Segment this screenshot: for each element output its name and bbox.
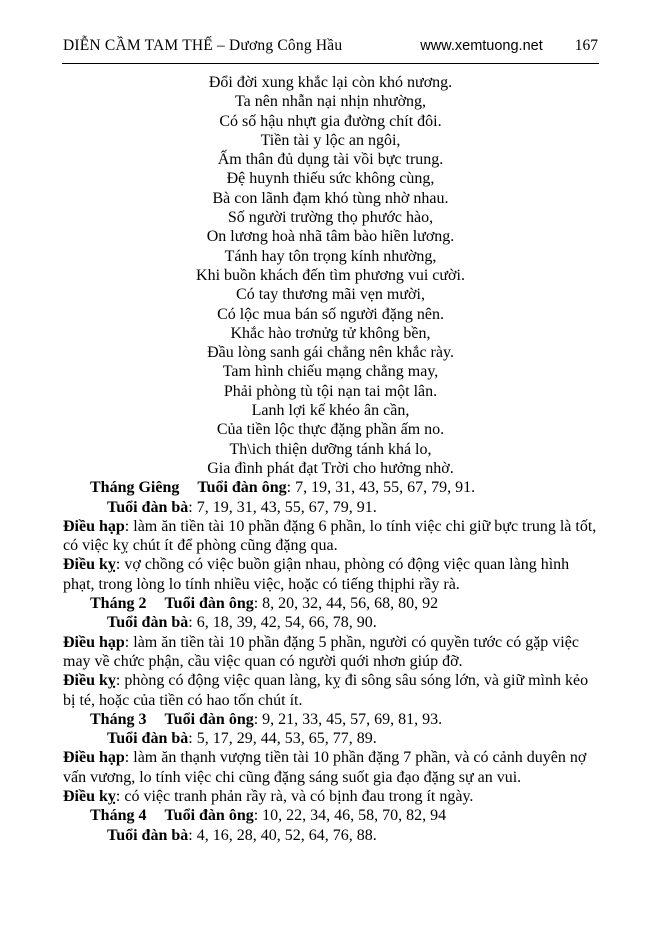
poem-line: Tánh hay tôn trọng kính nhường,	[224, 247, 437, 265]
dieu-ky-text: có việc tranh phản rầy rà, và có bịnh đau trong ít ngày.	[124, 787, 474, 805]
poem-line: On lương hoà nhã tâm bào hiền lương.	[206, 228, 455, 246]
men-ages-label: Tuổi đàn ông	[197, 479, 287, 497]
poem-line: Đệ huynh thiếu sức không cùng,	[226, 170, 435, 188]
men-ages: 7, 19, 31, 43, 55, 67, 79, 91.	[295, 479, 476, 497]
men-ages-label: Tuổi đàn ông	[164, 807, 254, 825]
poem-line: Ta nên nhẫn nại nhịn nhường,	[234, 93, 427, 111]
women-ages-label: Tuổi đàn bà	[107, 498, 189, 516]
dieu-hap-paragraph	[63, 633, 598, 672]
dieu-ky-paragraph	[63, 787, 598, 806]
women-ages-label: Tuổi đàn bà	[107, 730, 189, 748]
month-name: Tháng Giêng	[90, 479, 180, 497]
women-ages-label: Tuổi đàn bà	[107, 614, 189, 632]
dieu-hap-text: làm ăn tiền tài 10 phần đặng 6 phần, lo tính việc chi giữ bực trung là tốt, có việc kỵ chút ít để phòng cũng đặng qua.	[63, 517, 597, 555]
dieu-ky-paragraph	[63, 671, 598, 710]
dieu-hap-text: làm ăn thạnh vượng tiền tài 10 phần đặng 7 phần, và có cảnh duyên nợ vấn vương, lo tính việc chi cũng đặng sáng suốt gia đạo đặng sự an vui.	[63, 749, 587, 786]
dieu-hap-paragraph	[63, 748, 598, 787]
poem-line: Phải phòng tù tội nạn tai một lân.	[223, 382, 438, 400]
dieu-hap-text: làm ăn tiền tài 10 phần đặng 5 phần, người có quyền tước có gặp việc may về chức phận, cầu việc quan có người quới nhơn giúp đỡ.	[63, 633, 579, 670]
poem-line: Bà con lãnh đạm khó tùng nhờ nhau.	[212, 189, 449, 207]
poem-line: Khi buồn khách đến tìm phương vui cười.	[196, 266, 465, 284]
dieu-ky-label: Điều kỵ	[63, 556, 116, 574]
women-ages-line	[63, 613, 598, 632]
colon-separator: :	[124, 633, 134, 651]
poem-line: Có lộc mua bán số người đặng nên.	[217, 305, 444, 323]
colon-separator: :	[253, 710, 263, 728]
colon-separator: :	[286, 479, 296, 497]
women-ages-line	[63, 826, 598, 845]
dieu-hap-label: Điều hạp	[63, 633, 125, 651]
poem-line: Gia đình phát đạt Trời cho hưởng nhờ.	[207, 459, 454, 477]
colon-separator: :	[253, 595, 263, 613]
poem-line: Lanh lợi kế khéo ân cần,	[251, 402, 410, 420]
colon-separator: :	[115, 556, 125, 574]
dieu-ky-label: Điều kỵ	[63, 672, 116, 690]
dieu-ky-paragraph	[63, 555, 598, 594]
month-name: Tháng 3	[90, 710, 147, 728]
page-content	[0, 64, 661, 845]
month-heading	[63, 478, 598, 497]
poem	[63, 73, 598, 478]
women-ages: 6, 18, 39, 42, 54, 66, 78, 90.	[196, 614, 377, 632]
poem-line: Th\ich thiện dưỡng tánh khá lo,	[229, 440, 432, 458]
men-ages: 9, 21, 33, 45, 57, 69, 81, 93.	[262, 710, 443, 728]
poem-line: Có tay thương mãi vẹn mười,	[236, 286, 425, 304]
dieu-hap-paragraph	[63, 517, 598, 556]
women-ages-line	[63, 498, 598, 517]
dieu-ky-text: vợ chồng có việc buồn giận nhau, phòng có động việc quan làng hình phạt, trong lòng lo tính nhiều việc, hoặc có tiếng thịphi rầy rà.	[63, 556, 570, 593]
page-number: 167	[574, 37, 598, 54]
month-section	[63, 806, 598, 845]
men-ages-label: Tuổi đàn ông	[164, 710, 254, 728]
dieu-hap-label: Điều hạp	[63, 517, 125, 535]
poem-line: Số người trường thọ phước hào,	[227, 209, 434, 227]
book-title: DIỄN CẦM TAM THẾ – Dương Công Hầu	[63, 37, 343, 54]
colon-separator: :	[188, 826, 197, 844]
poem-line: Ấm thân đủ dụng tài vồi bực trung.	[217, 151, 444, 169]
month-section	[63, 478, 598, 594]
colon-separator: :	[115, 787, 125, 805]
month-name: Tháng 2	[90, 595, 147, 613]
website-url: www.xemtuong.net	[420, 38, 543, 54]
page-header	[0, 0, 661, 55]
women-ages: 5, 17, 29, 44, 53, 65, 77, 89.	[196, 730, 377, 748]
month-name: Tháng 4	[90, 807, 147, 825]
poem-line: Có số hậu nhựt gia đường chít đôi.	[219, 112, 442, 130]
dieu-ky-label: Điều kỵ	[63, 787, 116, 805]
men-ages: 8, 20, 32, 44, 56, 68, 80, 92	[262, 595, 439, 613]
colon-separator: :	[188, 614, 197, 632]
women-ages-label: Tuổi đàn bà	[107, 826, 189, 844]
month-heading	[63, 710, 598, 729]
men-ages: 10, 22, 34, 46, 58, 70, 82, 94	[262, 807, 447, 825]
women-ages: 4, 16, 28, 40, 52, 64, 76, 88.	[196, 826, 377, 844]
dieu-hap-label: Điều hạp	[63, 749, 125, 767]
month-section	[63, 594, 598, 710]
men-ages-label: Tuổi đàn ông	[164, 595, 254, 613]
dieu-ky-text: phòng có động việc quan làng, kỵ đi sông sâu sóng lớn, và giữ mình kẻo bị té, hoặc của tiền có hao tốn chút ít.	[63, 672, 589, 709]
poem-line: Đổi đời xung khắc lại còn khó nương.	[208, 74, 453, 91]
poem-line: Tam hình chiếu mạng chẳng may,	[222, 363, 439, 381]
colon-separator: :	[124, 749, 134, 767]
poem-line: Đầu lòng sanh gái chẳng nên khắc rày.	[207, 344, 454, 362]
poem-line: Khắc hào trơnửg tử không bền,	[230, 324, 431, 342]
colon-separator: :	[124, 517, 134, 535]
poem-line: Của tiền lộc thực đặng phần ấm no.	[216, 421, 445, 439]
colon-separator: :	[115, 672, 125, 690]
colon-separator: :	[188, 730, 197, 748]
women-ages: 7, 19, 31, 43, 55, 67, 79, 91.	[196, 498, 377, 516]
month-heading	[63, 594, 598, 613]
colon-separator: :	[253, 807, 263, 825]
month-section	[63, 710, 598, 806]
poem-line: Tiền tài y lộc an ngôi,	[260, 131, 401, 149]
colon-separator: :	[188, 498, 197, 516]
women-ages-line	[63, 729, 598, 748]
month-heading	[63, 806, 598, 825]
